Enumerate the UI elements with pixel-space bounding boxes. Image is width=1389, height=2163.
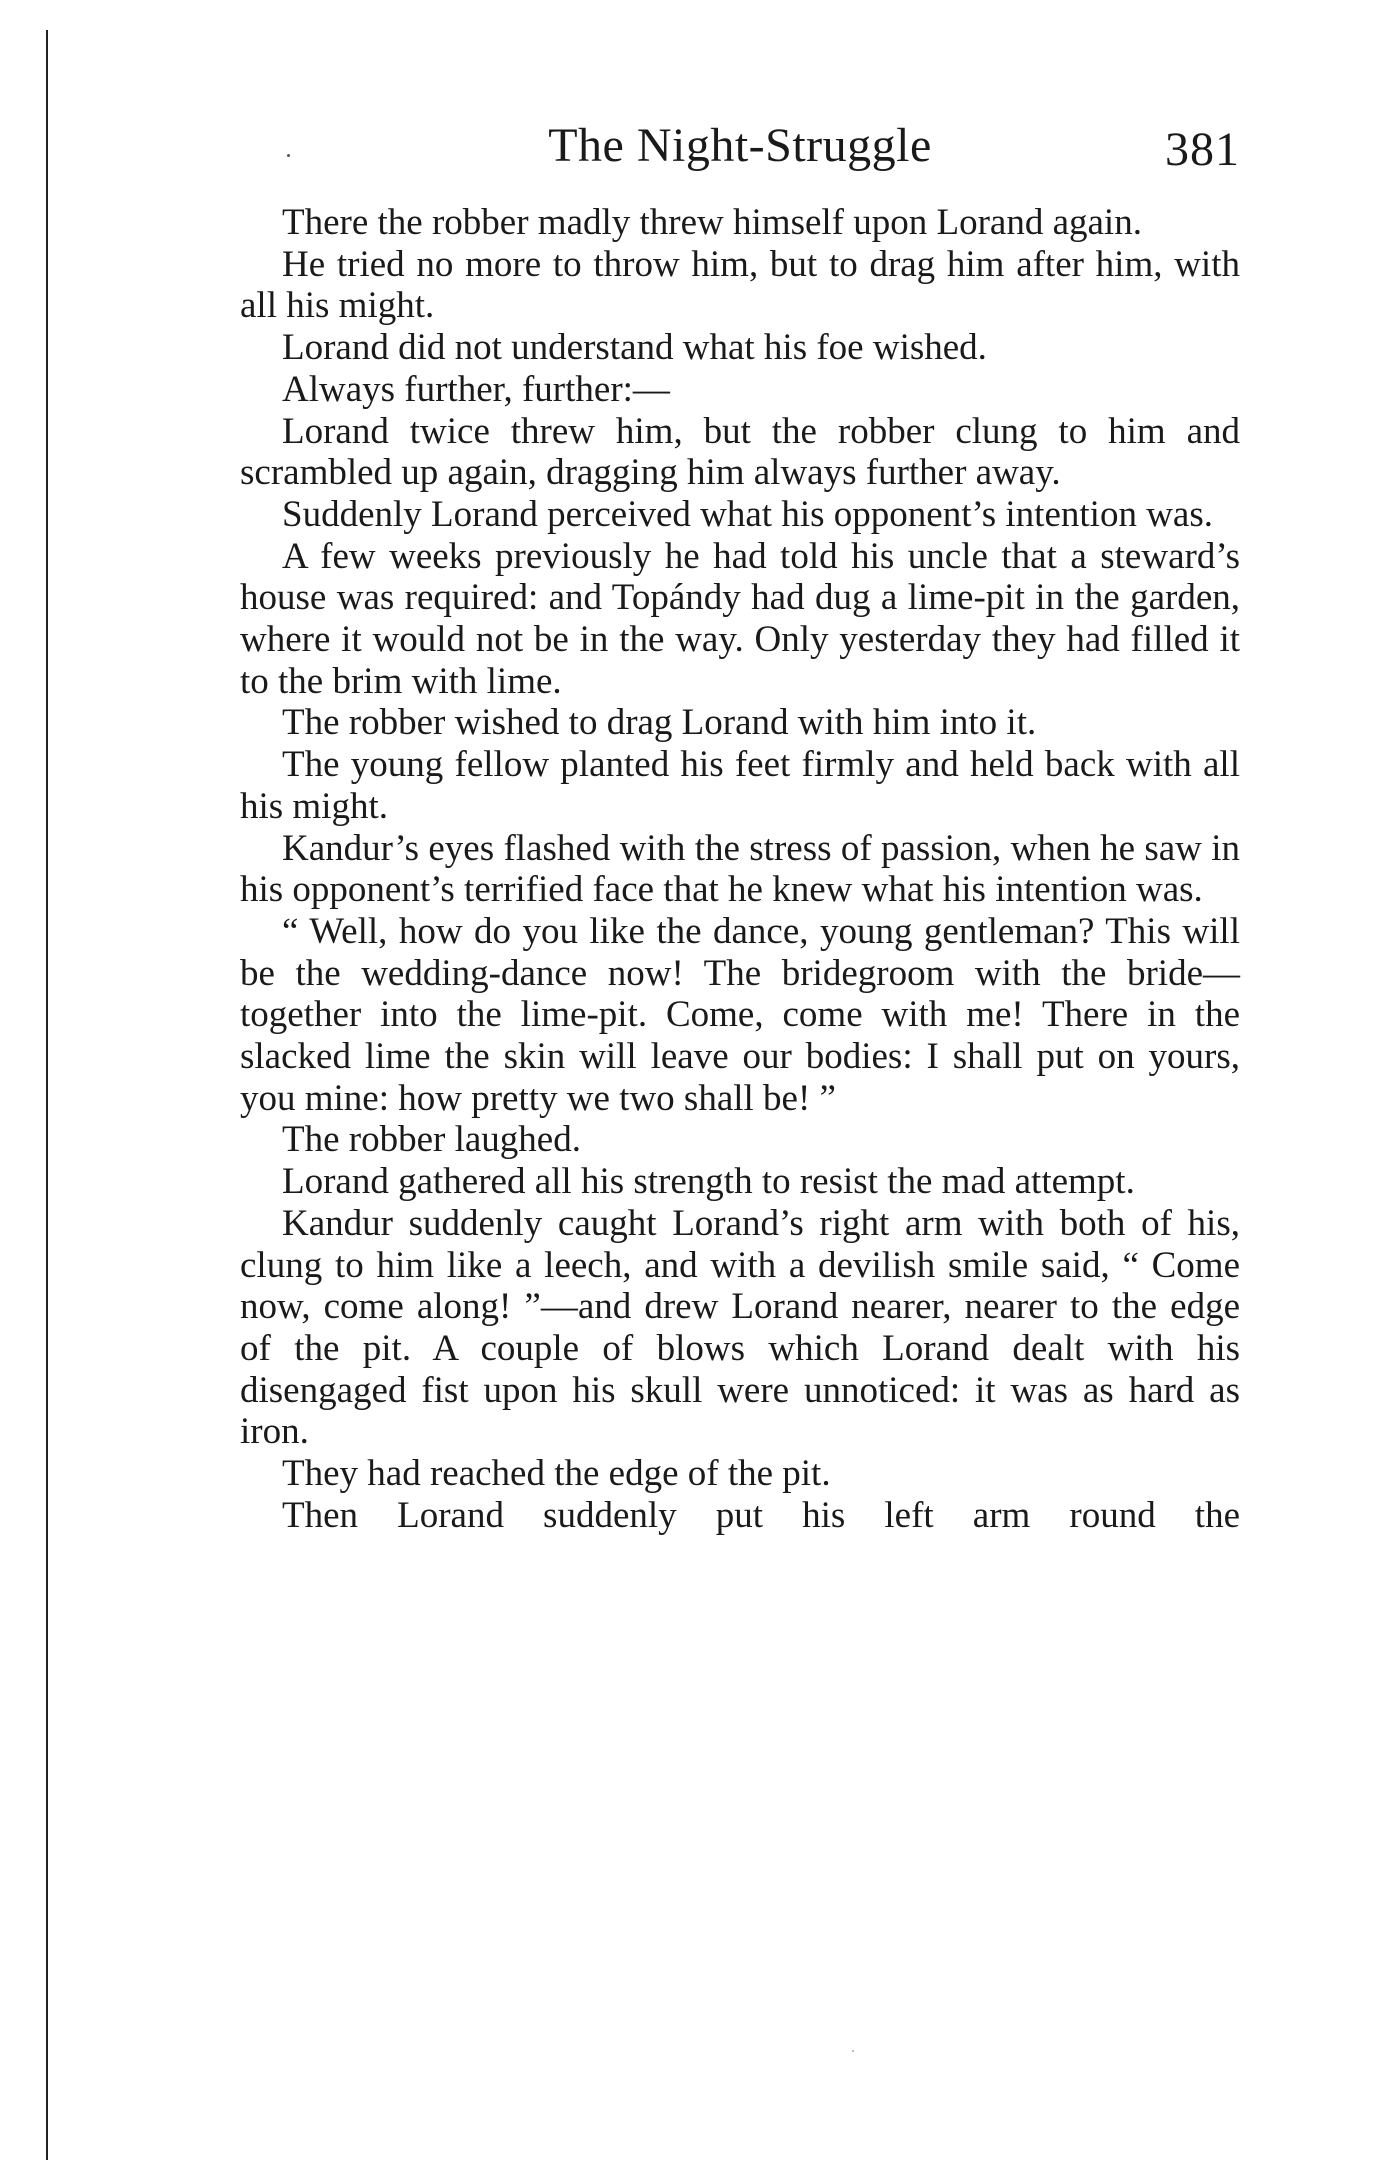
paragraph: They had reached the edge of the pit. xyxy=(282,1453,831,1495)
page-number: 381 xyxy=(1165,123,1240,176)
body-text xyxy=(240,202,1240,1537)
running-head xyxy=(240,118,1240,180)
paragraph: Suddenly Lorand perceived what his opponent’s intention was. xyxy=(282,493,1213,535)
scan-edge-line xyxy=(46,30,48,2160)
running-title: The Night-Struggle xyxy=(548,119,932,172)
paragraph: “ Well, how do you like the dance, young gentleman? This will be the wedding-dance now! The bridegroom with the bride—together into the lime-pit. Come, come with me! There in the slacked lime the skin will leave our bodies: I shall put on yours, you mine: how pretty we two shall be! ” xyxy=(240,910,1240,1119)
paragraph: Lorand did not understand what his foe wished. xyxy=(282,327,987,369)
paragraph-last-line: Then Lorand suddenly put his left arm round the xyxy=(282,1494,1240,1536)
paragraph: A few weeks previously he had told his uncle that a steward’s house was required: and Topándy had dug a lime-pit in the garden, where it would not be in the way. Only yesterday they had filled it to the brim with lime. xyxy=(240,535,1240,702)
paragraph: There the robber madly threw himself upon Lorand again. xyxy=(282,202,1142,243)
paragraph: Lorand gathered all his strength to resist the mad attempt. xyxy=(282,1161,1135,1203)
paragraph: Kandur’s eyes flashed with the stress of passion, when he saw in his opponent’s terrified face that he knew what his intention was. xyxy=(240,827,1240,911)
paragraph: Lorand twice threw him, but the robber clung to him and scrambled up again, dragging him always further away. xyxy=(240,410,1240,494)
paragraph: Always further, further:— xyxy=(282,368,670,410)
paragraph: He tried no more to throw him, but to drag him after him, with all his might. xyxy=(240,243,1240,327)
paragraph: The robber wished to drag Lorand with him into it. xyxy=(282,702,1037,744)
paragraph: The young fellow planted his feet firmly and held back with all his might. xyxy=(240,744,1240,827)
paragraph: Kandur suddenly caught Lorand’s right arm with both of his, clung to him like a leech, and with a devilish smile said, “ Come now, come along! ”—and drew Lorand nearer, nearer to the edge of the pit. A couple of blows which Lorand dealt with his disengaged fist upon his skull were unnoticed: it was as hard as iron. xyxy=(240,1202,1240,1453)
paragraph: The robber laughed. xyxy=(282,1119,581,1161)
scan-speck xyxy=(852,2050,854,2052)
book-page xyxy=(240,118,1240,1537)
